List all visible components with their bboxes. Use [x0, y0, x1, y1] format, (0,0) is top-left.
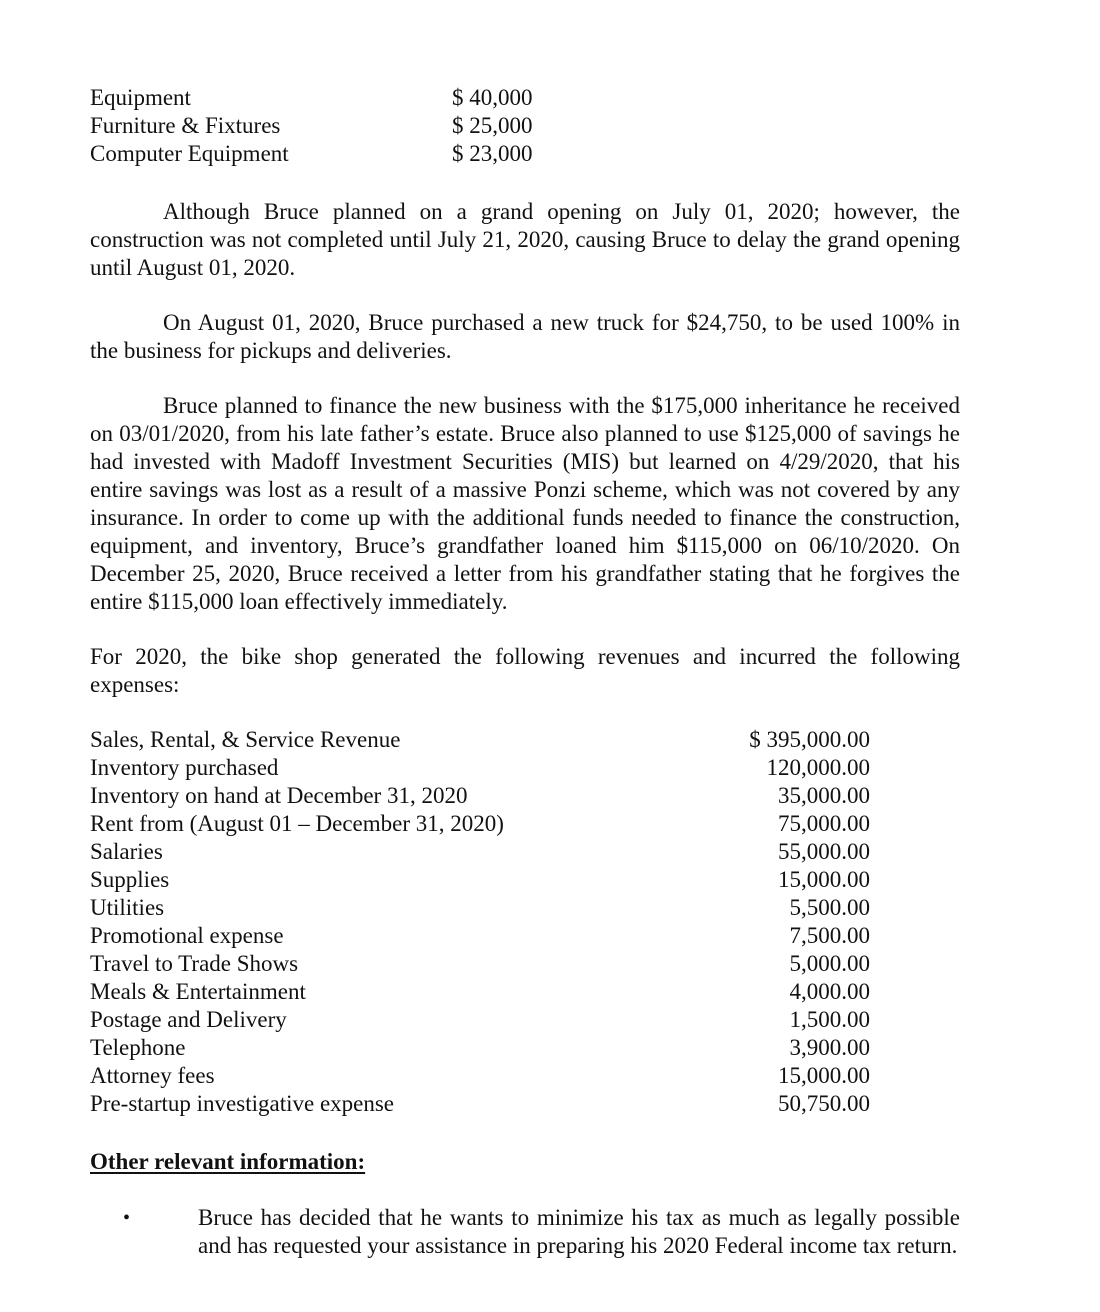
paragraph-financing: Bruce planned to finance the new business with the $175,000 inheritance he received on 03/01/2020, from his late father’s estate. Bruce also planned to use $125,000 of savings he had invested with Madoff Investment Securities (MIS) but learned on 4/29/2020, that his entire savings was lost as a result of a massive Ponzi scheme, which was not covered by any insurance. In order to come up with the additional funds needed to finance the construction, equipment, and inventory, Bruce’s grandfather loaned him $115,000 on 06/10/2020. On December 25, 2020, Bruce received a letter from his grandfather stating that he forgives the entire $115,000 loan effectively immediately. [90, 393, 960, 614]
line-item-amount: 15,000.00 [778, 867, 870, 892]
line-item-amount: 55,000.00 [778, 839, 870, 864]
line-item-label: Attorney fees [90, 1063, 215, 1088]
bullet-list-item [90, 1204, 960, 1260]
asset-label: Furniture & Fixtures [90, 113, 281, 138]
bullet-icon: • [123, 1207, 131, 1229]
line-item-amount: 7,500.00 [789, 923, 870, 948]
line-item-label: Salaries [90, 839, 163, 864]
paragraph-revenues-intro: For 2020, the bike shop generated the following revenues and incurred the following expenses: [90, 644, 960, 697]
paragraph-truck-purchase: On August 01, 2020, Bruce purchased a new truck for $24,750, to be used 100% in the business for pickups and deliveries. [90, 310, 960, 363]
line-item-label: Telephone [90, 1035, 186, 1060]
bullet-text: Bruce has decided that he wants to minimize his tax as much as legally possible and has requested your assistance in preparing his 2020 Federal income tax return. [198, 1205, 960, 1258]
asset-amount: $ 25,000 [452, 113, 533, 138]
revenue-expense-list [90, 726, 960, 1118]
asset-label: Computer Equipment [90, 141, 289, 166]
line-item-label: Sales, Rental, & Service Revenue [90, 727, 401, 752]
line-item-amount: $ 395,000.00 [749, 727, 870, 752]
asset-amount: $ 23,000 [452, 141, 533, 166]
line-item-amount: 15,000.00 [778, 1063, 870, 1088]
line-item-label: Travel to Trade Shows [90, 951, 299, 976]
line-item-amount: 50,750.00 [778, 1091, 870, 1116]
line-item-label: Meals & Entertainment [90, 979, 306, 1004]
line-item-amount: 1,500.00 [789, 1007, 870, 1032]
other-info-heading: Other relevant information: [90, 1149, 366, 1174]
asset-label: Equipment [90, 85, 191, 110]
line-item-label: Supplies [90, 867, 170, 892]
line-item-amount: 5,500.00 [789, 895, 870, 920]
asset-amount: $ 40,000 [452, 85, 533, 110]
line-item-amount: 75,000.00 [778, 811, 870, 836]
line-item-amount: 3,900.00 [789, 1035, 870, 1060]
asset-list [90, 84, 960, 168]
line-item-label: Utilities [90, 895, 165, 920]
line-item-label: Pre-startup investigative expense [90, 1091, 395, 1116]
line-item-amount: 5,000.00 [789, 951, 870, 976]
paragraph-grand-opening: Although Bruce planned on a grand opening on July 01, 2020; however, the construction was not completed until July 21, 2020, causing Bruce to delay the grand opening until August 01, 2020. [90, 199, 960, 280]
line-item-amount: 120,000.00 [766, 755, 870, 780]
line-item-amount: 4,000.00 [789, 979, 870, 1004]
line-item-amount: 35,000.00 [778, 783, 870, 808]
line-item-label: Rent from (August 01 – December 31, 2020) [90, 811, 504, 836]
line-item-label: Postage and Delivery [90, 1007, 287, 1032]
document-page [90, 84, 960, 1260]
line-item-label: Inventory purchased [90, 755, 279, 780]
line-item-label: Inventory on hand at December 31, 2020 [90, 783, 468, 808]
line-item-label: Promotional expense [90, 923, 284, 948]
